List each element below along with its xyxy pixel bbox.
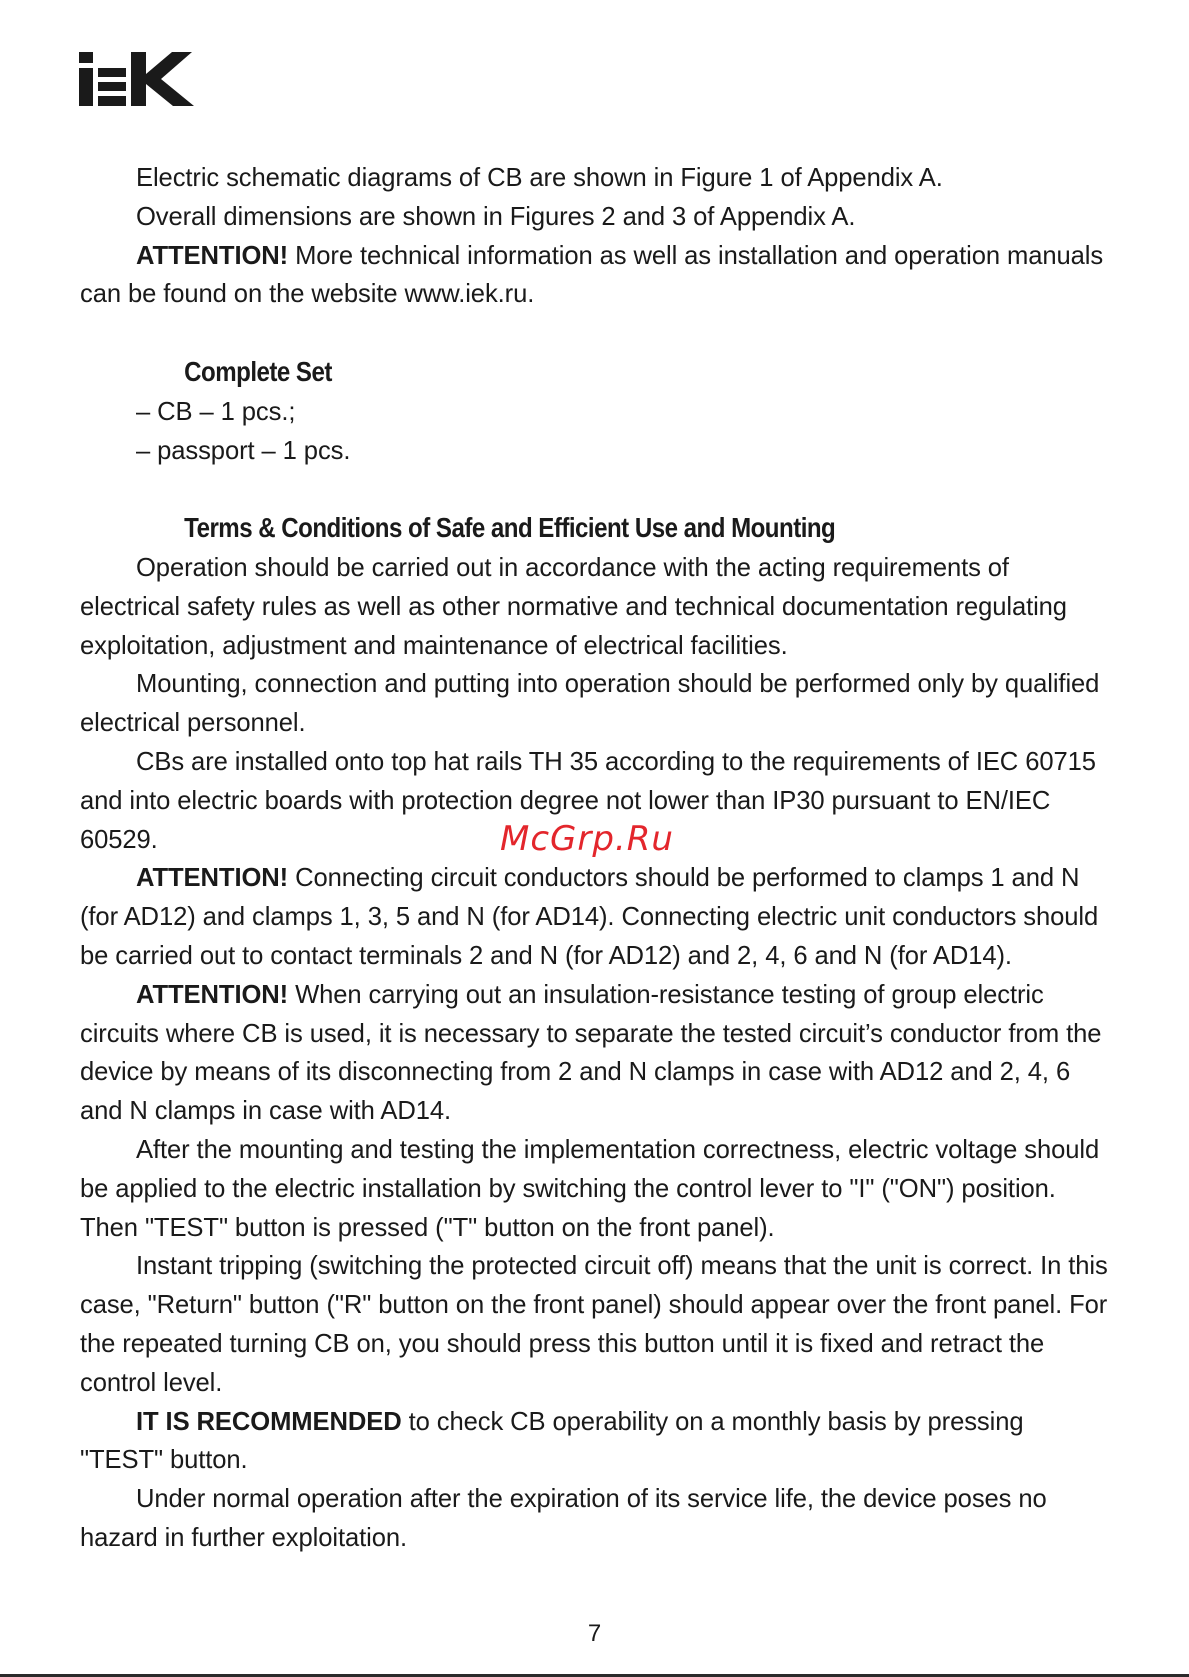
- attention-text: More technical information as well as installation and operation manuals can be found on the website www.iek.ru.: [80, 241, 1104, 309]
- attention-text: Connecting circuit conductors should be performed to clamps 1 and N (for AD12) and clamps 1, 3, 5 and N (for AD14). Connecting electric unit conductors should be carried out to contact terminals 2 and N (for AD12) and 2, 4, 6 and N (for AD14).: [80, 864, 1099, 970]
- complete-set-item: – passport – 1 pcs.: [136, 436, 351, 465]
- iek-logo-icon: [79, 52, 194, 106]
- recommended-label: IT IS RECOMMENDED: [136, 1407, 402, 1436]
- complete-set-item: – CB – 1 pcs.;: [136, 397, 296, 426]
- terms-heading: Terms & Conditions of Safe and Efficient Use and Mounting: [184, 512, 836, 544]
- iek-logo: [79, 52, 194, 106]
- terms-paragraph-rails: CBs are installed onto top hat rails TH 35 according to the requirements of IEC 60715 and into electric boards with protection degree not lower than IP30 pursuant to EN/IEC 60529.: [80, 747, 1096, 854]
- attention-label: ATTENTION!: [136, 864, 289, 893]
- terms-paragraph-service-life: Under normal operation after the expiration of its service life, the device poses no hazard in further exploitation.: [80, 1485, 1047, 1552]
- terms-paragraph-recommended: [80, 1403, 1112, 1481]
- terms-paragraph-insulation: [80, 976, 1112, 1131]
- attention-text: When carrying out an insulation-resistance testing of group electric circuits where CB is used, it is necessary to separate the tested circuit’s conductor from the device by means of its disconnecting from 2 and N clamps in case with AD12 and 2, 4, 6 and N clamps in case with AD14.: [80, 980, 1102, 1126]
- terms-paragraph-tripping: Instant tripping (switching the protected circuit off) means that the unit is correct. In this case, "Return" button ("R" button on the front panel) should appear over the front panel. For the repeated turning CB on, you should press this button until it is fixed and retract the control level.: [80, 1252, 1108, 1397]
- watermark: McGrp.Ru: [500, 819, 674, 859]
- recommended-text: to check CB operability on a monthly basis by pressing "TEST" button.: [80, 1407, 1024, 1475]
- complete-set-heading: Complete Set: [184, 355, 332, 387]
- paragraph-schematics: Electric schematic diagrams of CB are shown in Figure 1 of Appendix A.: [136, 164, 943, 192]
- paragraph-dimensions: Overall dimensions are shown in Figures 2 and 3 of Appendix A.: [136, 202, 856, 231]
- terms-paragraph-operation: Operation should be carried out in accordance with the acting requirements of electrical safety rules as well as other normative and technical documentation regulating exploitation, adjustment and maintenance of electrical facilities.: [80, 553, 1067, 660]
- attention-label: ATTENTION!: [136, 241, 289, 270]
- page-number: 7: [587, 1620, 602, 1647]
- terms-paragraph-voltage: After the mounting and testing the implementation correctness, electric voltage should be applied to the electric installation by switching the control lever to "I" ("ON") position. Then "TEST" button is pressed ("T" button on the front panel).: [80, 1135, 1100, 1242]
- paragraph-attention-website: [80, 237, 1112, 315]
- terms-paragraph-clamps: [80, 859, 1112, 975]
- attention-label: ATTENTION!: [136, 980, 289, 1009]
- terms-heading-row: [80, 509, 1112, 549]
- complete-set-heading-row: [80, 353, 1112, 393]
- terms-paragraph-mounting: Mounting, connection and putting into operation should be performed only by qualified electrical personnel.: [80, 670, 1100, 738]
